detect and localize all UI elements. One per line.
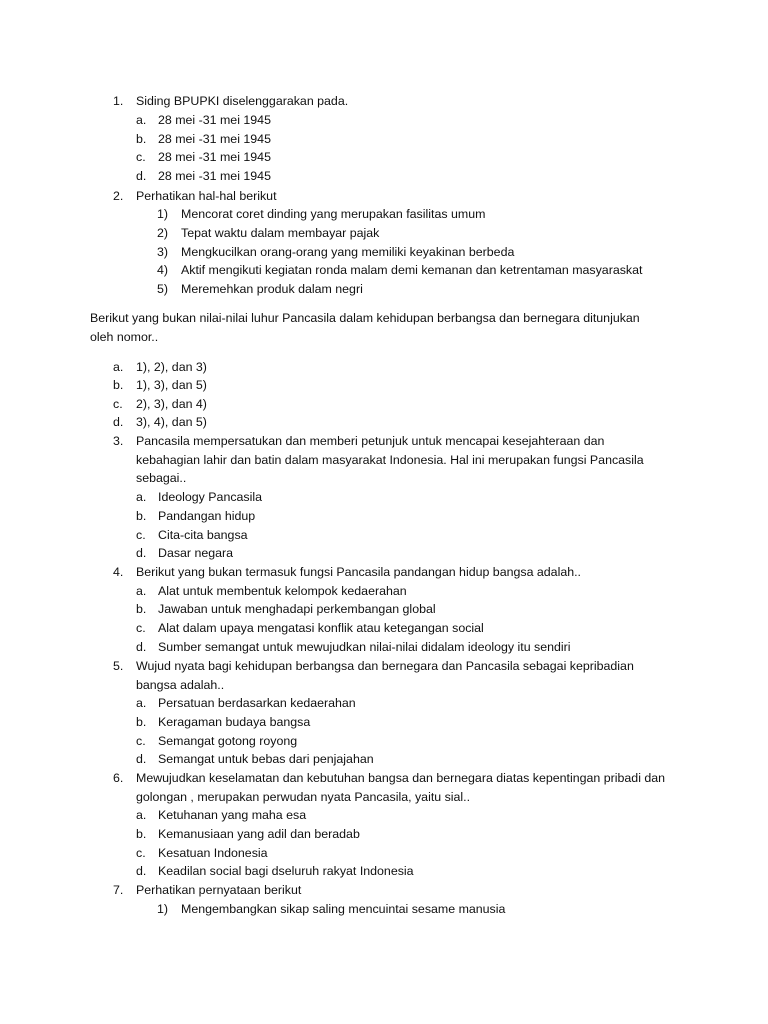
question-text-line: kebahagian lahir dan batin dalam masyarakat Indonesia. Hal ini merupakan fungsi Pancasila [136, 453, 644, 467]
option-text: Dasar negara [158, 546, 234, 560]
option-label: d. [136, 864, 147, 878]
statement-text: Aktif mengikuti kegiatan ronda malam demi kemanan dan ketrentaman masyaraskat [181, 263, 643, 277]
option-text: 1), 3), dan 5) [136, 378, 207, 392]
option-text: Semangat gotong royong [158, 734, 298, 748]
option-label: d. [136, 752, 147, 766]
option-text: 1), 2), dan 3) [136, 360, 207, 374]
option-label: d. [136, 546, 147, 560]
statement-label: 1) [157, 207, 169, 221]
statement-label: 5) [157, 282, 169, 296]
statement-text: Mencorat coret dinding yang merupakan fasilitas umum [181, 207, 486, 221]
option-label: b. [136, 509, 147, 523]
question-number: 5. [113, 659, 124, 673]
statement-text: Mengkucilkan orang-orang yang memiliki keyakinan berbeda [181, 245, 515, 259]
option-text: 28 mei -31 mei 1945 [158, 169, 271, 183]
option-text: Alat dalam upaya mengatasi konflik atau ketegangan social [158, 621, 484, 635]
option-label: a. [136, 584, 147, 598]
question-number: 4. [113, 565, 124, 579]
option-text: 28 mei -31 mei 1945 [158, 132, 271, 146]
option-label: a. [113, 360, 124, 374]
option-label: a. [136, 696, 147, 710]
question-number: 6. [113, 771, 124, 785]
option-text: Kesatuan Indonesia [158, 846, 268, 860]
option-text: Keadilan social bagi dseluruh rakyat Indonesia [158, 864, 414, 878]
option-text: Keragaman budaya bangsa [158, 715, 311, 729]
question-text-line: Mewujudkan keselamatan dan kebutuhan bangsa dan bernegara diatas kepentingan pribadi dan [136, 771, 666, 785]
option-text: Pandangan hidup [158, 509, 256, 523]
option-label: a. [136, 490, 147, 504]
option-text: Sumber semangat untuk mewujudkan nilai-nilai didalam ideology itu sendiri [158, 640, 571, 654]
question-number: 1. [113, 94, 124, 108]
statement-label: 2) [157, 226, 169, 240]
statement-text: Tepat waktu dalam membayar pajak [181, 226, 380, 240]
statement-text: Mengembangkan sikap saling mencuintai sesame manusia [181, 902, 506, 916]
option-label: a. [136, 113, 147, 127]
option-text: 28 mei -31 mei 1945 [158, 150, 271, 164]
statement-label: 4) [157, 263, 169, 277]
prompt-line: oleh nomor.. [90, 330, 159, 344]
option-label: b. [136, 602, 147, 616]
option-label: d. [113, 415, 124, 429]
option-label: c. [136, 621, 146, 635]
question-text-line: Wujud nyata bagi kehidupan berbangsa dan bernegara dan Pancasila sebagai kepribadian [136, 659, 634, 673]
option-label: c. [136, 528, 146, 542]
option-label: d. [136, 169, 147, 183]
statement-text: Meremehkan produk dalam negri [181, 282, 363, 296]
option-label: b. [136, 827, 147, 841]
option-label: c. [136, 150, 146, 164]
question-text: Perhatikan hal-hal berikut [136, 189, 277, 203]
option-text: Jawaban untuk menghadapi perkembangan global [158, 602, 436, 616]
option-label: a. [136, 808, 147, 822]
option-text: 2), 3), dan 4) [136, 397, 207, 411]
option-label: b. [136, 132, 147, 146]
question-text: Perhatikan pernyataan berikut [136, 883, 302, 897]
question-text-line: bangsa adalah.. [136, 678, 225, 692]
option-text: Kemanusiaan yang adil dan beradab [158, 827, 360, 841]
option-label: c. [113, 397, 123, 411]
question-number: 7. [113, 883, 124, 897]
question-text-line: golongan , merupakan perwudan nyata Pancasila, yaitu sial.. [136, 790, 471, 804]
option-text: Persatuan berdasarkan kedaerahan [158, 696, 356, 710]
option-text: Semangat untuk bebas dari penjajahan [158, 752, 374, 766]
question-text: Siding BPUPKI diselenggarakan pada. [136, 94, 349, 108]
statement-label: 3) [157, 245, 169, 259]
option-text: Ketuhanan yang maha esa [158, 808, 307, 822]
option-text: 28 mei -31 mei 1945 [158, 113, 271, 127]
option-label: c. [136, 846, 146, 860]
question-number: 2. [113, 189, 124, 203]
option-label: b. [136, 715, 147, 729]
option-text: Cita-cita bangsa [158, 528, 248, 542]
question-text: Berikut yang bukan termasuk fungsi Pancasila pandangan hidup bangsa adalah.. [136, 565, 581, 579]
option-label: d. [136, 640, 147, 654]
prompt-line: Berikut yang bukan nilai-nilai luhur Pancasila dalam kehidupan berbangsa dan bernegara ditunjukan [90, 311, 640, 325]
option-label: c. [136, 734, 146, 748]
statement-label: 1) [157, 902, 169, 916]
option-text: Alat untuk membentuk kelompok kedaerahan [158, 584, 407, 598]
option-text: Ideology Pancasila [158, 490, 263, 504]
option-text: 3), 4), dan 5) [136, 415, 207, 429]
question-text-line: Pancasila mempersatukan dan memberi petunjuk untuk mencapai kesejahteraan dan [136, 434, 605, 448]
question-text-line: sebagai.. [136, 471, 187, 485]
option-label: b. [113, 378, 124, 392]
question-number: 3. [113, 434, 124, 448]
